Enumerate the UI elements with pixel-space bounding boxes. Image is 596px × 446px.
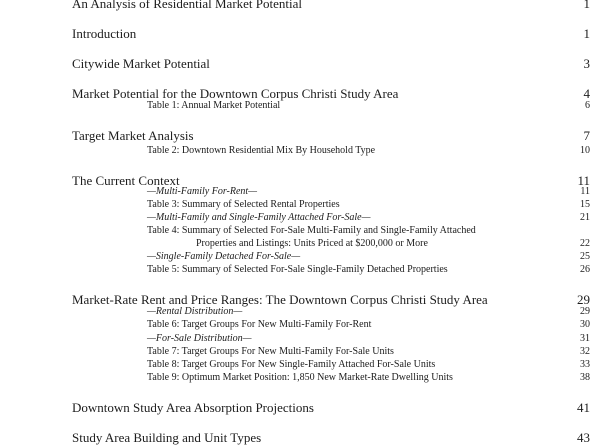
toc-entry-title: The Current Context xyxy=(72,173,180,188)
toc-entry-title: —Single-Family Detached For-Sale— xyxy=(147,251,301,262)
toc-entry-page: 32 xyxy=(580,346,590,357)
toc-entry-title: Table 9: Optimum Market Position: 1,850 New Market-Rate Dwelling Units xyxy=(147,372,453,383)
toc-entry-title: Introduction xyxy=(72,26,137,41)
toc-entry-title: —Multi-Family and Single-Family Attached For-Sale— xyxy=(147,212,371,223)
toc-entry-page: 15 xyxy=(580,199,590,210)
toc-entry-title: Target Market Analysis xyxy=(72,128,194,143)
toc-entry-page: 10 xyxy=(580,145,590,156)
toc-entry-title: —For-Sale Distribution— xyxy=(147,333,252,344)
toc-entry-page: 7 xyxy=(583,128,590,143)
toc-entry-page: 1 xyxy=(583,0,590,11)
toc-entry-page: 11 xyxy=(580,186,590,197)
toc-entry-page: 29 xyxy=(580,306,590,317)
toc-entry-page: 26 xyxy=(580,264,590,275)
toc-entry-title: Table 1: Annual Market Potential xyxy=(147,100,281,111)
toc-entry-title: Downtown Study Area Absorption Projections xyxy=(72,400,314,415)
toc-entry-page: 4 xyxy=(583,86,590,101)
toc-entry-page: 30 xyxy=(580,319,590,330)
toc-entry-page: 38 xyxy=(580,372,590,383)
toc-entry-title: Table 6: Target Groups For New Multi-Family For-Rent xyxy=(147,319,372,330)
toc-entry-title: Table 7: Target Groups For New Multi-Family For-Sale Units xyxy=(147,346,394,357)
toc-entry-page: 33 xyxy=(580,359,590,370)
toc-entry-title: Table 5: Summary of Selected For-Sale Single-Family Detached Properties xyxy=(147,264,448,275)
toc-entry-title: An Analysis of Residential Market Potential xyxy=(72,0,302,11)
toc-entry-page: 6 xyxy=(585,100,590,111)
toc-entry-title: Market-Rate Rent and Price Ranges: The Downtown Corpus Christi Study Area xyxy=(72,292,488,307)
toc-entry-title: Table 8: Target Groups For New Single-Family Attached For-Sale Units xyxy=(147,359,436,370)
toc-entry-page: 41 xyxy=(577,400,590,415)
toc-entry-page: 1 xyxy=(583,26,590,41)
toc-entry-page: 25 xyxy=(580,251,590,262)
toc-entry-title: Citywide Market Potential xyxy=(72,56,210,71)
toc-entry-page: 43 xyxy=(577,430,590,445)
toc-entry-title: —Multi-Family For-Rent— xyxy=(147,186,258,197)
toc-entry-page: 29 xyxy=(577,292,590,307)
toc-entry-title: Properties and Listings: Units Priced at $200,000 or More xyxy=(196,238,428,249)
toc-entry-page: 22 xyxy=(580,238,590,249)
toc-entry-page: 11 xyxy=(577,173,590,188)
toc-entry-title: Study Area Building and Unit Types xyxy=(72,430,262,445)
toc-entry-title: Market Potential for the Downtown Corpus Christi Study Area xyxy=(72,86,399,101)
toc-entry-title: Table 2: Downtown Residential Mix By Household Type xyxy=(147,145,376,156)
toc-entry-page: 21 xyxy=(580,212,590,223)
toc-entry-title: Table 4: Summary of Selected For-Sale Multi-Family and Single-Family Attached xyxy=(147,225,476,236)
toc-entry-title: Table 3: Summary of Selected Rental Properties xyxy=(147,199,340,210)
toc-entry-page: 3 xyxy=(583,56,590,71)
toc-entry-page: 31 xyxy=(580,333,590,344)
toc-entry-title: —Rental Distribution— xyxy=(147,306,243,317)
